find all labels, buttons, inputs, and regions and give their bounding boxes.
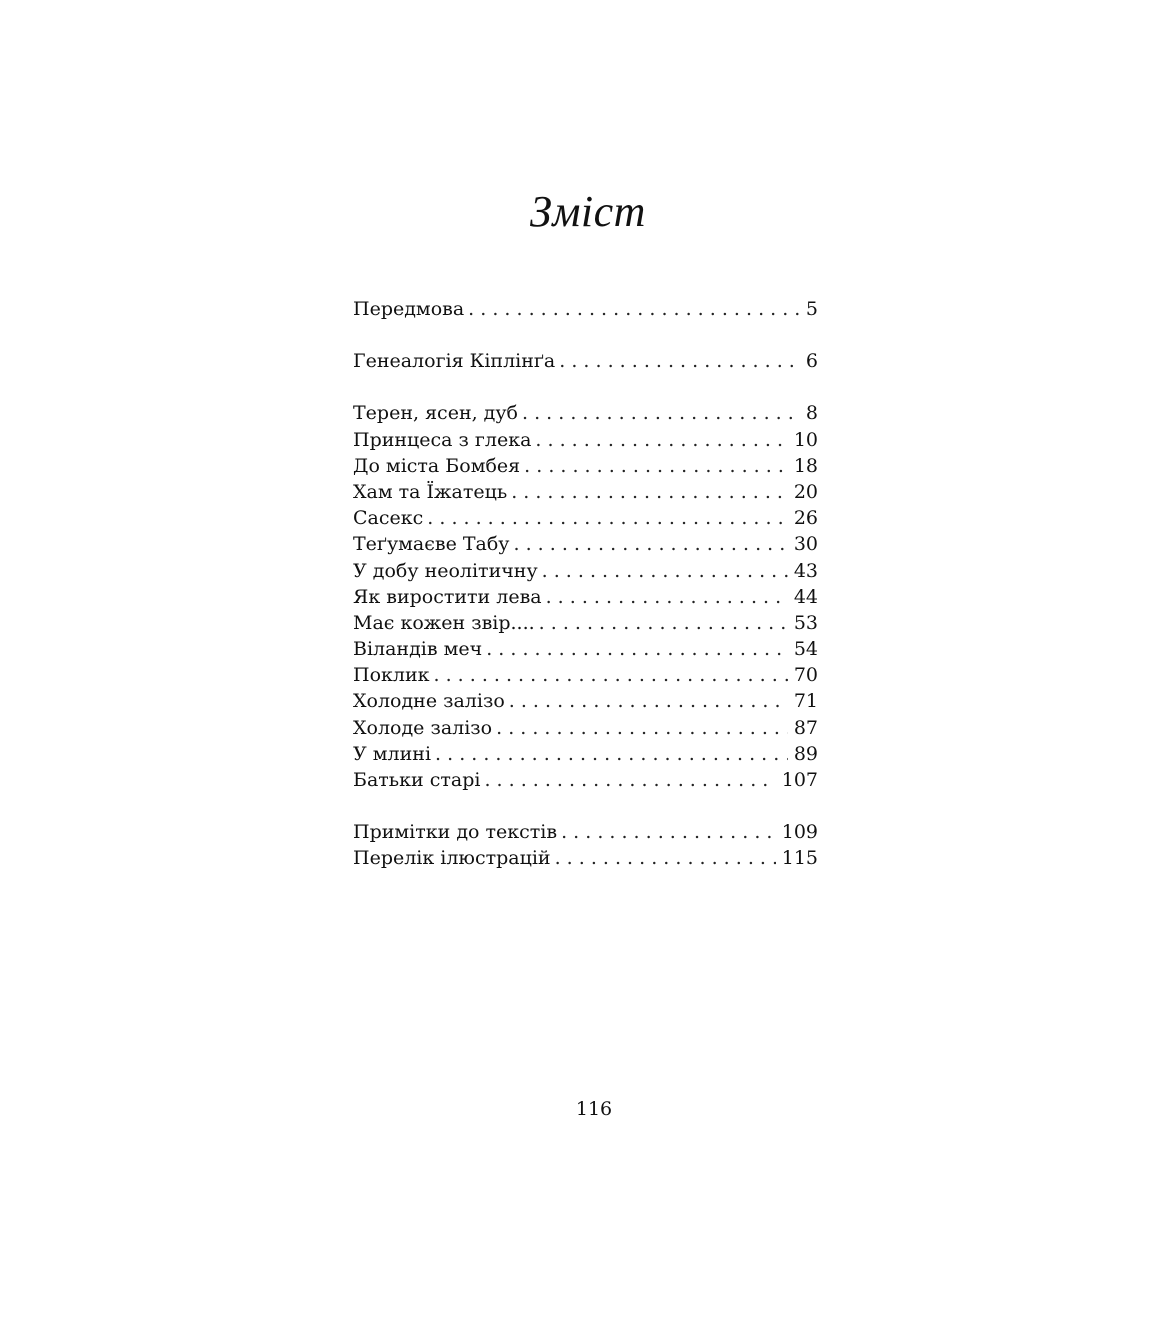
toc-entry-page: 89 (793, 742, 818, 765)
toc-entry-label: Теґумаєве Табу (353, 533, 510, 556)
toc-entry-page: 109 (781, 821, 818, 844)
toc-entry-page: 44 (793, 585, 818, 608)
toc-entry-page: 6 (805, 350, 818, 373)
toc-entry-page: 8 (805, 402, 818, 425)
toc-entry-label: Хам та Їжатець (353, 480, 508, 503)
toc-entry (353, 350, 818, 376)
dot-leader (427, 507, 788, 529)
toc-entry-label: Батьки старі (353, 769, 481, 791)
toc-entry-page: 10 (793, 428, 818, 451)
group-spacer (353, 376, 818, 402)
toc-entry-label: Холоде залізо (353, 716, 493, 739)
toc-entry-page: 53 (793, 611, 818, 634)
toc-entry-page: 107 (781, 769, 818, 791)
dot-leader (514, 533, 788, 555)
dot-leader (559, 350, 800, 372)
toc-entry-label: Поклик (353, 664, 430, 687)
toc-entry-page: 30 (793, 533, 818, 556)
toc-entry-page: 20 (793, 480, 818, 503)
dot-leader (434, 664, 788, 686)
dot-leader (509, 690, 788, 712)
toc-entry-label: Холодне залізо (353, 690, 505, 713)
dot-leader (522, 402, 800, 424)
toc-entry-page: 18 (793, 454, 818, 477)
toc-entry (353, 533, 818, 559)
toc-entry-label: Примітки до текстів (353, 821, 558, 844)
dot-leader (468, 298, 800, 320)
toc-entry (353, 429, 818, 455)
toc-entry-label: До міста Бомбея (353, 454, 521, 477)
toc-entry-label: У млині (353, 742, 432, 765)
table-of-contents (353, 298, 818, 874)
toc-entry-page: 115 (781, 847, 818, 870)
toc-entry (353, 402, 818, 428)
dot-leader (496, 717, 788, 739)
group-spacer (353, 795, 818, 821)
toc-entry-label: У добу неолітичну (353, 559, 538, 582)
toc-entry-label: Принцеса з глека (353, 428, 532, 451)
dot-leader (511, 481, 788, 503)
toc-entry-label: Віландів меч (353, 638, 483, 661)
toc-entry-label: Перелік ілюстрацій (353, 847, 551, 870)
toc-entry (353, 507, 818, 533)
dot-leader (555, 847, 776, 869)
dot-leader (561, 821, 776, 843)
dot-leader (546, 586, 788, 608)
page-title: Зміст (530, 187, 646, 236)
dot-leader (486, 638, 788, 660)
toc-entry-label: Як виростити лева (353, 585, 542, 608)
toc-entry-label: Терен, ясен, дуб (353, 402, 518, 425)
toc-entry (353, 821, 818, 847)
dot-leader (539, 612, 788, 634)
toc-entry (353, 847, 818, 873)
toc-entry (353, 455, 818, 481)
toc-entry (353, 298, 818, 324)
toc-entry (353, 586, 818, 612)
dot-leader (535, 429, 787, 451)
toc-entry (353, 638, 818, 664)
page-number: 116 (575, 1098, 613, 1120)
dot-leader (542, 560, 788, 582)
toc-entry-page: 54 (793, 638, 818, 661)
dot-leader (435, 743, 788, 765)
toc-entry-page: 43 (793, 559, 818, 582)
toc-entry (353, 664, 818, 690)
toc-entry (353, 690, 818, 716)
group-spacer (353, 324, 818, 350)
toc-entry-label: Має кожен звір.... (353, 611, 535, 634)
toc-entry-label: Генеалогія Кіплінґа (353, 350, 556, 373)
toc-entry-page: 70 (793, 664, 818, 687)
toc-entry (353, 481, 818, 507)
toc-entry-page: 71 (793, 690, 818, 713)
toc-entry-page: 5 (805, 298, 818, 320)
toc-entry (353, 769, 818, 795)
toc-entry (353, 560, 818, 586)
dot-leader (484, 769, 775, 791)
toc-entry-label: Сасекс (353, 507, 424, 530)
dot-leader (524, 455, 788, 477)
toc-entry-page: 87 (793, 716, 818, 739)
toc-entry-page: 26 (793, 507, 818, 530)
toc-entry-label: Передмова (353, 298, 465, 320)
toc-entry (353, 717, 818, 743)
toc-entry (353, 743, 818, 769)
toc-entry (353, 612, 818, 638)
